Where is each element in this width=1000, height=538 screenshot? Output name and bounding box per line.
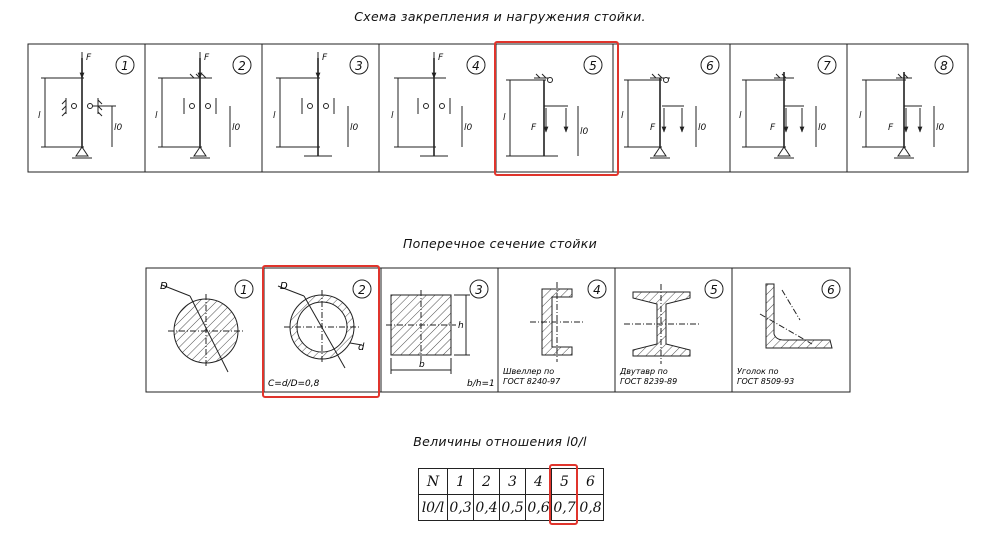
scheme-number-6: 6 (706, 59, 714, 73)
scheme-number-4: 4 (472, 59, 480, 73)
scheme-1 (41, 52, 116, 158)
section-2-D-label: D (280, 281, 288, 292)
length-label-1: l (38, 111, 41, 121)
section-3-b-label: b (419, 360, 425, 370)
scheme-6 (624, 74, 696, 158)
section-number-4: 4 (593, 283, 601, 297)
sublength-label-2: l0 (232, 123, 241, 133)
section-5-ibeam (624, 284, 700, 364)
force-label-2: F (204, 53, 210, 63)
section-3-square (386, 290, 470, 374)
force-label-7: F (770, 123, 776, 133)
section-number-6: 6 (827, 283, 835, 297)
section-6-angle (760, 284, 832, 348)
section-4-channel (530, 282, 584, 362)
scheme-number-3: 3 (355, 59, 363, 73)
ratio-col-2: 2 (474, 469, 500, 495)
length-label-2: l (155, 111, 158, 121)
scheme-number-1: 1 (121, 59, 129, 73)
ratio-value-4: 0,6 (526, 495, 552, 521)
selected-ratio-highlight (549, 464, 578, 525)
scheme-number-2: 2 (238, 59, 246, 73)
length-label-5: l (503, 113, 506, 123)
ratio-col-4: 4 (526, 469, 552, 495)
scheme-number-7: 7 (823, 59, 831, 73)
ratio-col-3: 3 (500, 469, 526, 495)
ratio-value-1: 0,3 (448, 495, 474, 521)
ratio-table-header-label: N (419, 469, 448, 495)
section-6-caption-line2: ГОСТ 8509-93 (737, 377, 795, 386)
selected-scheme-highlight (494, 41, 619, 176)
ratio-table-row-label: l0/l (419, 495, 448, 521)
section-1-circle (162, 285, 244, 372)
length-label-7: l (739, 111, 742, 121)
scheme-4 (394, 52, 462, 156)
section-5-caption-line1: Двутавр по (620, 367, 668, 376)
sublength-label-1: l0 (114, 123, 123, 133)
force-label-3: F (322, 53, 328, 63)
sublength-label-7: l0 (818, 123, 827, 133)
length-label-8: l (859, 111, 862, 121)
section-number-3: 3 (475, 283, 483, 297)
ratios-title: Величины отношения l0/l (413, 434, 587, 449)
schemes-title: Схема закрепления и нагружения стойки. (354, 9, 646, 24)
force-label-5: F (531, 123, 537, 133)
section-4-caption-line1: Швеллер по (503, 367, 555, 376)
section-number-5: 5 (710, 283, 718, 297)
sublength-label-6: l0 (698, 123, 707, 133)
ratio-value-5: 0,7 (552, 495, 578, 521)
force-label-1: F (86, 53, 92, 63)
scheme-3 (276, 52, 348, 156)
ratio-col-6: 6 (578, 469, 604, 495)
section-2-d-label: d (358, 342, 365, 353)
sublength-label-3: l0 (350, 123, 359, 133)
selected-section-highlight (262, 265, 380, 398)
section-6-caption-line1: Уголок по (737, 367, 779, 376)
section-3-h-label: h (458, 321, 464, 331)
section-4-caption-line2: ГОСТ 8240-97 (503, 377, 561, 386)
section-2-ratio: C=d/D=0,8 (268, 379, 320, 389)
ratio-value-2: 0,4 (474, 495, 500, 521)
section-3-ratio: b/h=1 (467, 379, 495, 389)
force-label-8: F (888, 123, 894, 133)
section-1-D-label: D (160, 281, 168, 292)
length-label-4: l (391, 111, 394, 121)
ratio-value-6: 0,8 (578, 495, 604, 521)
scheme-8 (862, 72, 934, 158)
length-label-3: l (273, 111, 276, 121)
scheme-number-5: 5 (589, 59, 597, 73)
section-number-2: 2 (358, 283, 366, 297)
length-label-6: l (621, 111, 624, 121)
sublength-label-5: l0 (580, 127, 589, 137)
sections-title: Поперечное сечение стойки (402, 236, 598, 251)
ratio-value-3: 0,5 (500, 495, 526, 521)
force-label-4: F (438, 53, 444, 63)
sublength-label-4: l0 (464, 123, 473, 133)
section-number-1: 1 (240, 283, 248, 297)
scheme-7 (742, 72, 816, 158)
force-label-6: F (650, 123, 656, 133)
sublength-label-8: l0 (936, 123, 945, 133)
scheme-number-8: 8 (940, 59, 948, 73)
section-5-caption-line2: ГОСТ 8239-89 (620, 377, 678, 386)
scheme-2 (158, 52, 230, 158)
ratio-col-1: 1 (448, 469, 474, 495)
ratio-col-5: 5 (552, 469, 578, 495)
